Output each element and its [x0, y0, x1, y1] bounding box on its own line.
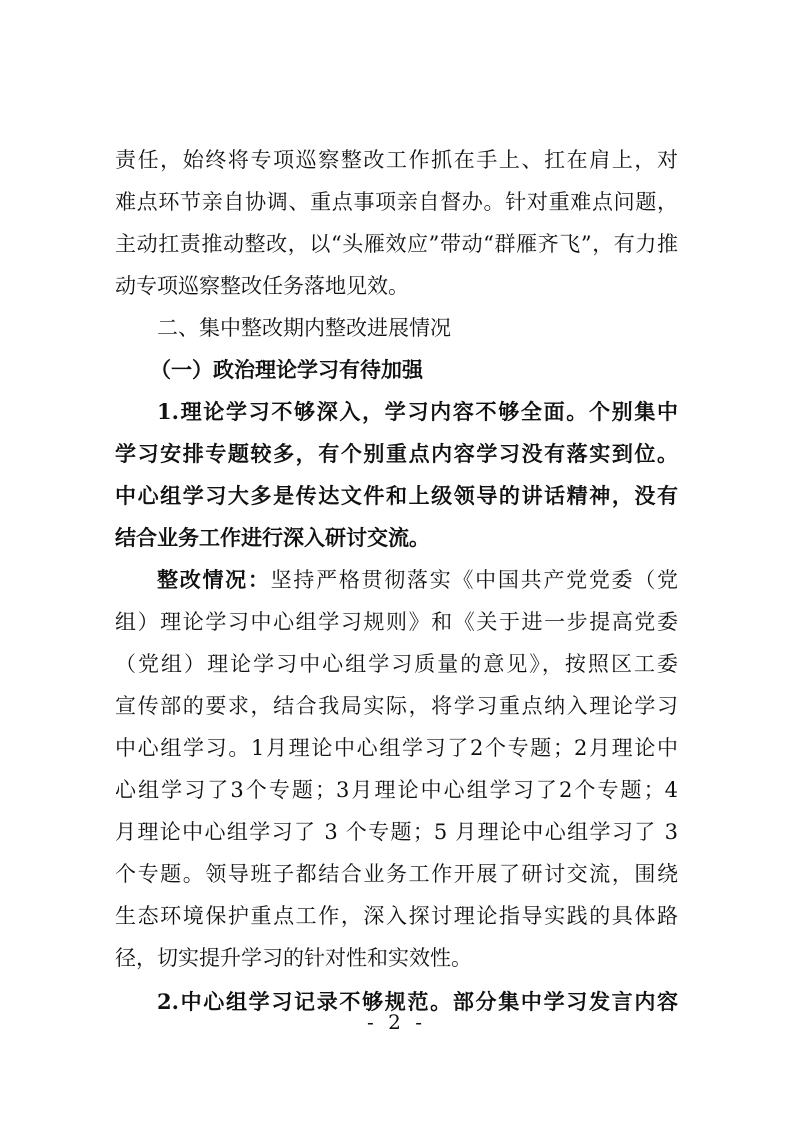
paragraph-line: 心组学习了3个专题；3月理论中心组学习了2个专题；4 [115, 778, 678, 802]
rectification-label: 整改情况： [157, 567, 271, 592]
paragraph-line: 主动扛责推动整改，以“头雁效应”带动“群雁齐飞”，有力推 [115, 232, 678, 256]
paragraph-line: （党组）理论学习中心组学习质量的意见》，按照区工委 [115, 652, 678, 676]
paragraph-line: 月理论中心组学习了 3 个专题；5 月理论中心组学习了 3 [115, 820, 678, 844]
rectification-line [157, 560, 678, 600]
issue-title-line: 1.理论学习不够深入，学习内容不够全面。个别集中 [157, 399, 678, 424]
paragraph-line: 生态环境保护重点工作，深入探讨理论指导实践的具体路 [115, 904, 678, 928]
paragraph-line: 中心组学习。1月理论中心组学习了2个专题；2月理论中 [115, 736, 678, 760]
paragraph-line: 个专题。领导班子都结合业务工作开展了研讨交流，围绕 [115, 862, 678, 886]
issue-line: 中心组学习大多是传达文件和上级领导的讲话精神，没有 [115, 483, 678, 508]
paragraph-line: 责任，始终将专项巡察整改工作抓在手上、扛在肩上，对 [115, 148, 678, 172]
paragraph-line: 宣传部的要求，结合我局实际，将学习重点纳入理论学习 [115, 694, 678, 718]
subsection-heading: （一）政治理论学习有待加强 [150, 357, 423, 382]
paragraph-line: 难点环节亲自协调、重点事项亲自督办。针对重难点问题， [115, 190, 678, 214]
rectification-text: 坚持严格贯彻落实《中国共产党党委（党 [270, 568, 679, 592]
paragraph-line: 组）理论学习中心组学习规则》和《关于进一步提高党委 [115, 610, 678, 634]
issue-line: 学习安排专题较多，有个别重点内容学习没有落实到位。 [115, 441, 678, 466]
issue-title-line: 2.中心组学习记录不够规范。部分集中学习发言内容 [157, 989, 678, 1014]
paragraph-line: 动专项巡察整改任务落地见效。 [115, 274, 409, 298]
page-number: - 2 - [367, 1010, 426, 1034]
paragraph-line: 径，切实提升学习的针对性和实效性。 [115, 946, 472, 970]
section-heading: 二、集中整改期内整改进展情况 [157, 316, 451, 340]
issue-line: 结合业务工作进行深入研讨交流。 [115, 525, 430, 550]
